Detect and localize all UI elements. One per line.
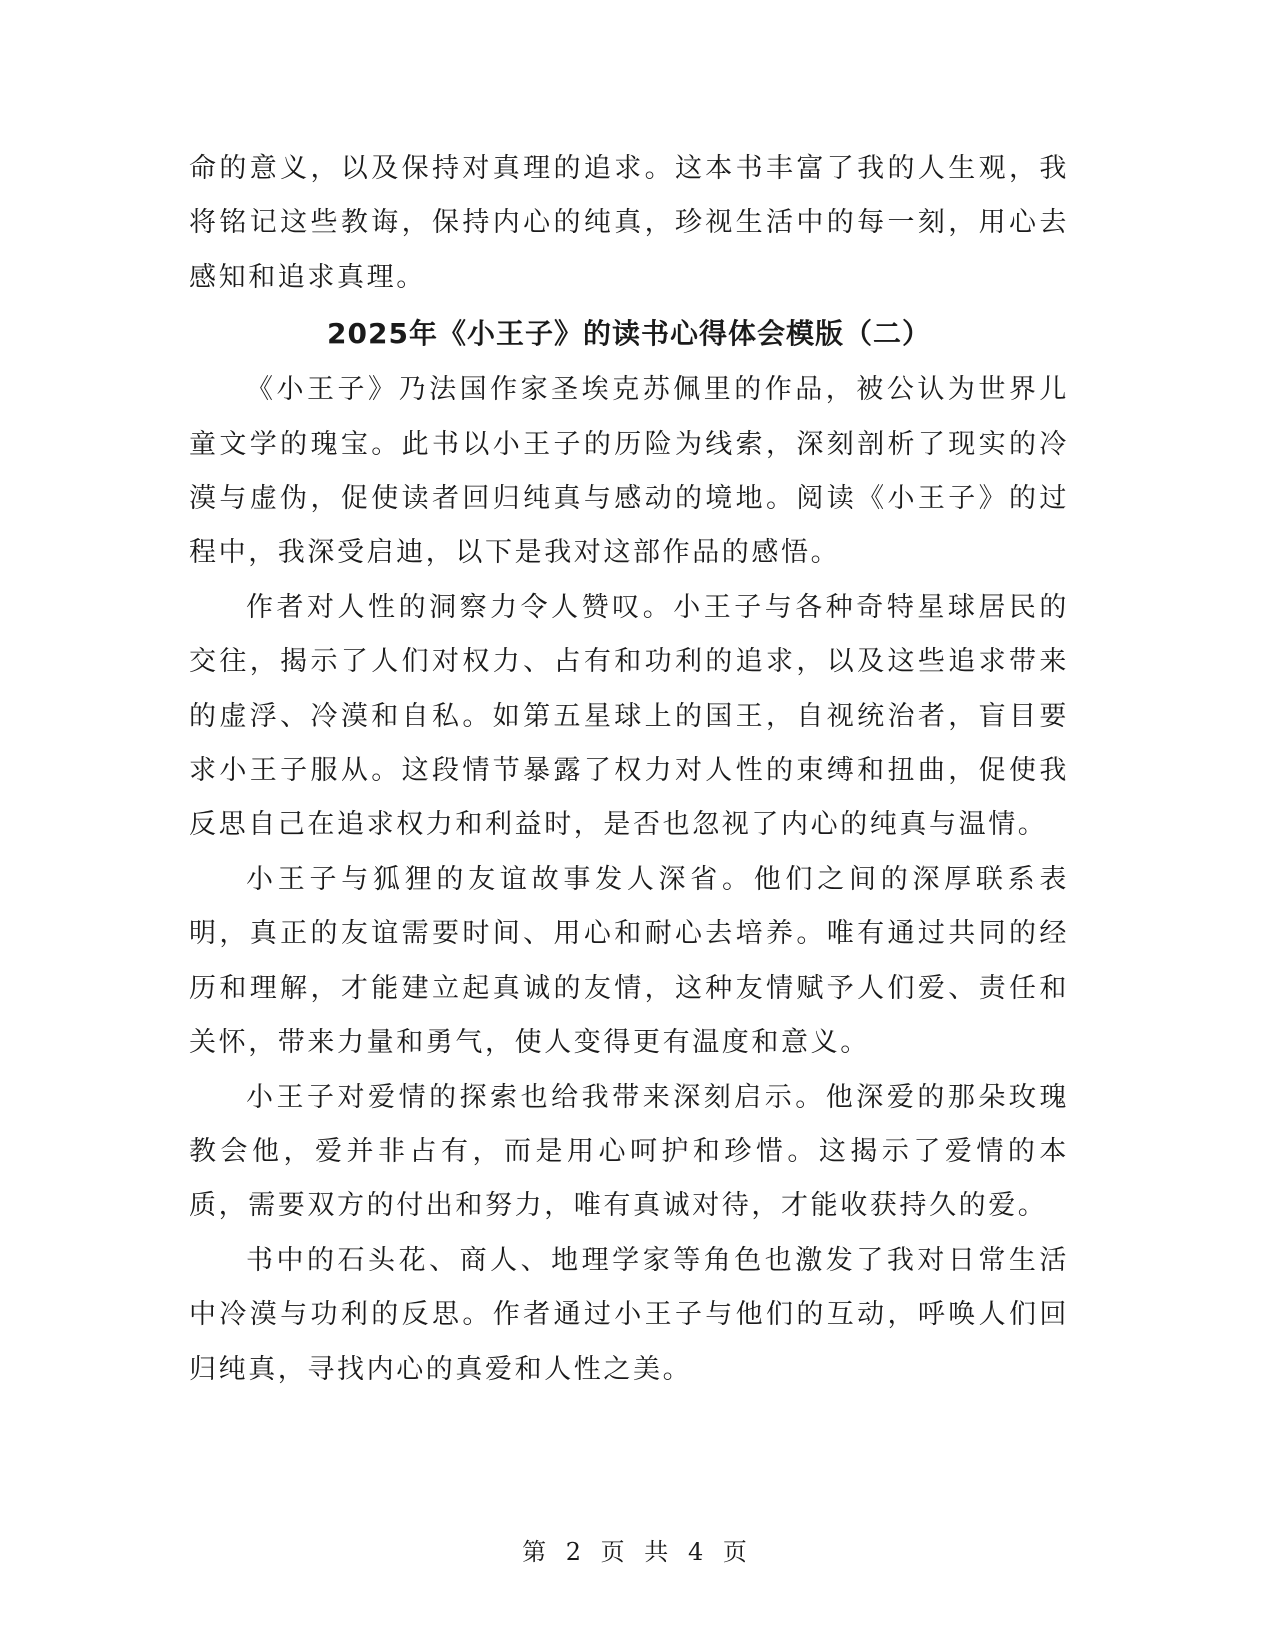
paragraph-intro: 《小王子》乃法国作家圣埃克苏佩里的作品，被公认为世界儿童文学的瑰宝。此书以小王子的历险为线索，深刻剖析了现实的冷漠与虚伪，促使读者回归纯真与感动的境地。阅读《小王子》的过程中，我深受启迪，以下是我对这部作品的感悟。 (189, 374, 1069, 569)
page-footer: 第 2 页 共 4 页 (522, 1538, 753, 1566)
document-body (189, 142, 1069, 1397)
paragraph-human-nature: 作者对人性的洞察力令人赞叹。小王子与各种奇特星球居民的交往，揭示了人们对权力、占有和功利的追求，以及这些追求带来的虚浮、冷漠和自私。如第五星球上的国王，自视统治者，盲目要求小王子服从。这段情节暴露了权力对人性的束缚和扭曲，促使我反思自己在追求权力和利益时，是否也忽视了内心的纯真与温情。 (189, 591, 1069, 841)
paragraph-reflection: 书中的石头花、商人、地理学家等角色也激发了我对日常生活中冷漠与功利的反思。作者通过小王子与他们的互动，呼唤人们回归纯真，寻找内心的真爱和人性之美。 (189, 1244, 1069, 1385)
section-title: 2025年《小王子》的读书心得体会模版（二） (327, 317, 931, 351)
continued-paragraph: 命的意义，以及保持对真理的追求。这本书丰富了我的人生观，我将铭记这些教诲，保持内心的纯真，珍视生活中的每一刻，用心去感知和追求真理。 (189, 153, 1069, 293)
paragraph-love: 小王子对爱情的探索也给我带来深刻启示。他深爱的那朵玫瑰教会他，爱并非占有，而是用心呵护和珍惜。这揭示了爱情的本质，需要双方的付出和努力，唯有真诚对待，才能收获持久的爱。 (189, 1081, 1069, 1222)
paragraph-friendship: 小王子与狐狸的友谊故事发人深省。他们之间的深厚联系表明，真正的友谊需要时间、用心和耐心去培养。唯有通过共同的经历和理解，才能建立起真诚的友情，这种友情赋予人们爱、责任和关怀，带来力量和勇气，使人变得更有温度和意义。 (189, 863, 1069, 1059)
